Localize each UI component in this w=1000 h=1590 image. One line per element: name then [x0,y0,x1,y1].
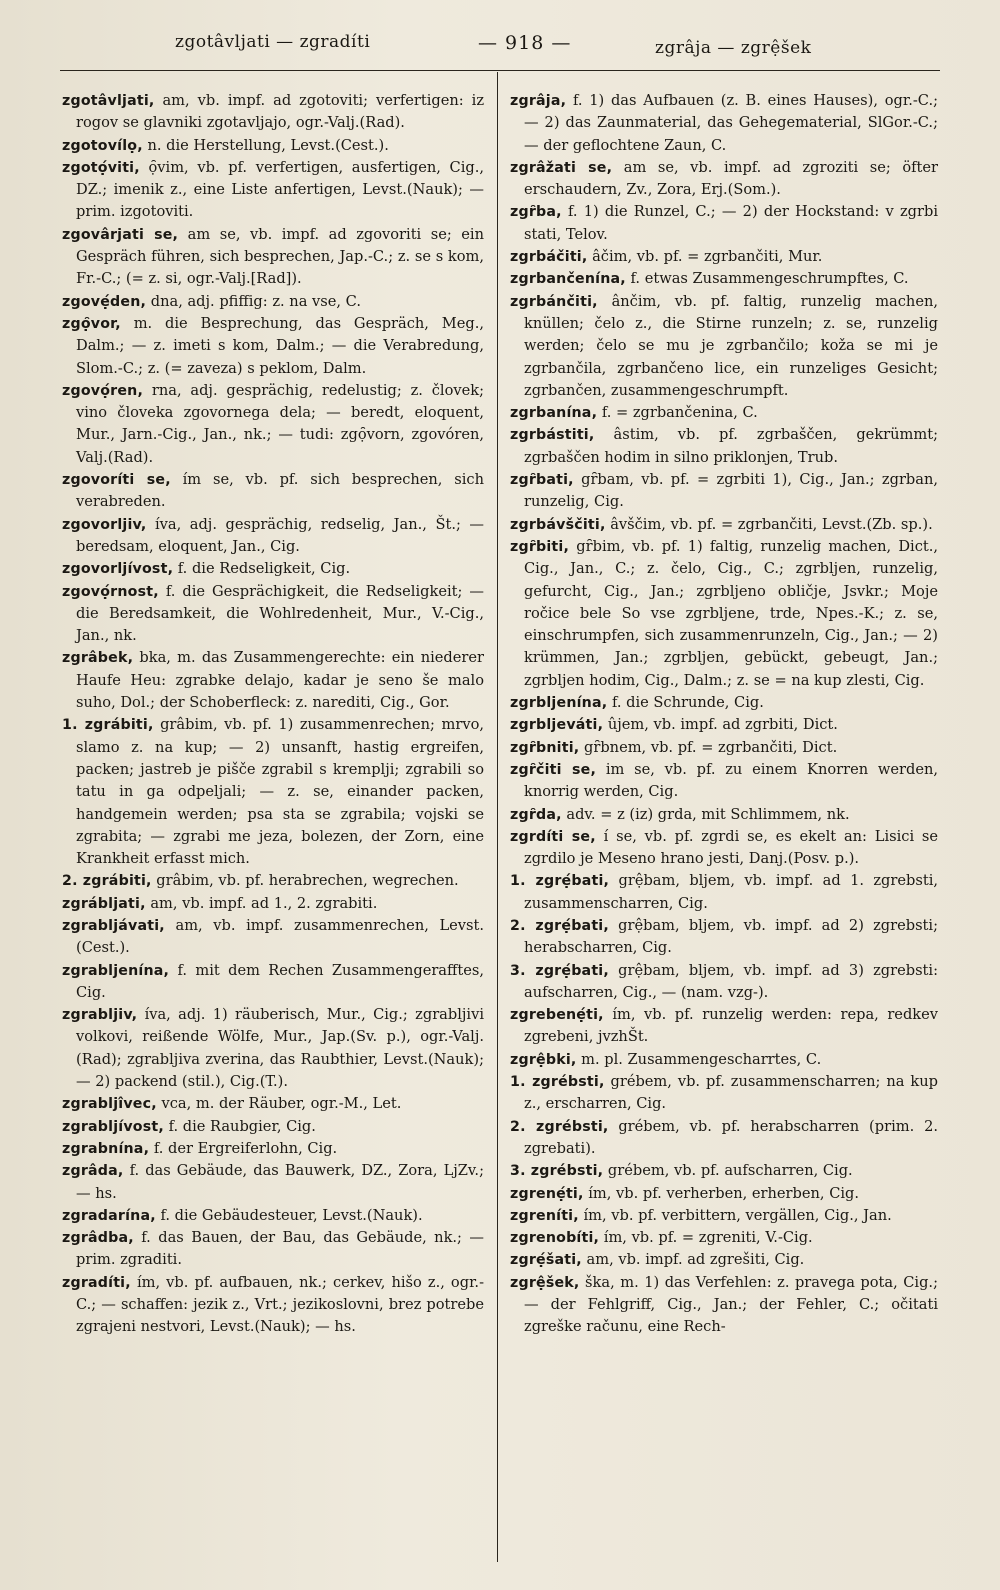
entry-definition: íva, adj. 1) räuberisch, Mur., Cig.; zgrabljivi volkovi, reißende Wölfe, Mur., Jap.(Sv. p.), ogr.-Valj.(Rad); zgrabljiva zverina, das Raubthier, Levst.(Nauk); — 2) packend (stil.), Cig.(T.). [76,1006,484,1091]
entry-headword: zgȓčiti se, [510,761,597,778]
dictionary-entry [62,558,484,580]
entry-definition: íva, adj. gesprächig, redselig, Jan., Št.; — beredsam, eloquent, Jan., Cig. [76,515,484,555]
entry-definition: adv. = z (iz) grda, mit Schlimmem, nk. [566,805,850,823]
entry-headword: zgovorljívost, [62,561,174,578]
dictionary-entry [510,692,938,714]
entry-definition: f. mit dem Rechen Zusammengerafftes, Cig. [76,961,484,1001]
entry-headword: zgrábljati, [62,895,146,912]
dictionary-entry [510,157,938,202]
dictionary-entry [510,1004,938,1049]
entry-headword: zgȓbniti, [510,739,580,756]
entry-definition: am se, vb. impf. ad zgroziti se; öfter erschaudern, Zv., Zora, Erj.(Som.). [524,158,938,199]
dictionary-entry [62,90,484,135]
entry-headword: zgrbljeváti, [510,717,604,734]
dictionary-entry [510,469,938,514]
entry-definition: f. der Ergreiferlohn, Cig. [153,1139,338,1157]
entry-definition: ûjem, vb. impf. ad zgrbiti, Dict. [607,716,838,734]
entry-definition: vca, m. der Räuber, ogr.-M., Let. [161,1095,402,1113]
dictionary-entry [510,291,938,402]
entry-headword: zgovârjati se, [62,226,179,243]
entry-definition: f. 1) die Runzel, C.; — 2) der Hockstand: v zgrbi stati, Telov. [524,203,938,243]
page-header [0,28,1000,64]
dictionary-entry [62,915,484,960]
entry-headword: zgrabljenína, [62,962,170,979]
entry-definition: ím, vb. pf. verbittern, vergällen, Cig., Jan. [583,1206,892,1224]
entry-definition: âstim, vb. pf. zgrbaščen, gekrümmt; zgrbaščen hodim in silno priklonjen, Trub. [524,426,938,466]
entry-definition: f. das Gebäude, das Bauwerk, DZ., Zora, LjZv.; — hs. [76,1162,484,1202]
entry-headword: zgȓbiti, [510,538,570,555]
entry-definition: n. die Herstellung, Levst.(Cest.). [147,136,389,154]
entry-definition: âčim, vb. pf. = zgrbančiti, Mur. [592,248,823,266]
left-column [62,90,484,1570]
entry-definition: bka, m. das Zusammengerechte: ein niederer Haufe Heu: zgrabke delajo, kadar je seno še malo suho, Dol.; der Schoberfleck: z. narediti, Cig., Gor. [76,649,484,712]
dictionary-entry [510,804,938,826]
entry-definition: grâbim, vb. pf. 1) zusammenrechen; mrvo, slamo z. na kup; — 2) unsanft, hastig ergreifen, packen; jastreb je pišče zgrabil s kremplji; zgrabili so tatu in ga odpeljali; — z. se, einander packen, handgemein werden; psa sta se zgrabila; vojski se zgrabita; — zgrabi me jeza, bolezen, der Zorn, eine Krankheit erfasst mich. [76,716,484,868]
dictionary-entry [62,1160,484,1205]
dictionary-entry [62,291,484,313]
dictionary-entry [510,960,938,1005]
entry-headword: zgrâdba, [62,1230,134,1247]
dictionary-entry [510,402,938,424]
right-column [510,90,938,1570]
entry-headword: zgrbanína, [510,405,598,422]
dictionary-entry [62,1116,484,1138]
entry-headword: zgrbástiti, [510,427,595,444]
entry-headword: zgrenẹ́ti, [510,1185,584,1202]
entry-headword: 1. zgrébsti, [510,1074,605,1091]
entry-definition: im se, vb. pf. zu einem Knorren werden, knorrig werden, Cig. [524,760,938,801]
entry-headword: 2. zgrábiti, [62,873,152,890]
entry-headword: zgotovílọ, [62,137,143,154]
entry-definition: grébem, vb. pf. zusammenscharren; na kup z., erscharren, Cig. [524,1073,938,1113]
entry-headword: zgovọ́rnost, [62,583,159,600]
entry-headword: zgrabljívost, [62,1118,164,1135]
entry-headword: zgrệšek, [510,1274,580,1291]
entry-headword: 3. zgrébsti, [510,1163,604,1180]
dictionary-entry [62,469,484,514]
dictionary-entry [62,135,484,157]
dictionary-entry [510,536,938,692]
entry-headword: zgrbančenína, [510,271,626,288]
entry-definition: grệbam, bljem, vb. impf. ad 3) zgrebsti: aufscharren, Cig., — (nam. vzg-). [524,961,938,1001]
entry-definition: m. die Besprechung, das Gespräch, Meg., Dalm.; — z. imeti s kom, Dalm.; — die Verabredung, Slom.-C.; z. (= zaveza) s peklom, Dalm. [76,314,484,377]
dictionary-entry [62,581,484,648]
dictionary-entry [510,1227,938,1249]
dictionary-entry [510,268,938,290]
entry-definition: ânčim, vb. pf. faltig, runzelig machen, knüllen; čelo z., die Stirne runzeln; z. se, runzelig werden; čelo se mu je zgrbančilo; koža se mi je zgrbančila, zgrbančeno lice, ein runzeliges Gesicht; zgrbančen, zusammengeschrumpft. [524,292,938,399]
page-number: — 918 — [478,32,572,54]
entry-definition: rna, adj. gesprächig, redelustig; z. človek; vino človeka zgovornega dela; — beredt, eloquent, Mur., Jarn.-Cig., Jan., nk.; — tudi: zgọ̑vorn, zgovóren, Valj.(Rad). [76,381,484,466]
dictionary-entry [510,201,938,246]
header-right-guide-words: zgrâja — zgrệšek [655,38,812,58]
dictionary-entry [62,893,484,915]
entry-headword: zgȓda, [510,806,562,823]
entry-headword: zgrebenẹ́ti, [510,1007,604,1024]
entry-definition: f. 1) das Aufbauen (z. B. eines Hauses), ogr.-C.; — 2) das Zaunmaterial, das Gehegematerial, SlGor.-C.; — der geflochtene Zaun, C. [524,92,938,154]
entry-headword: zgrabljávati, [62,917,165,934]
dictionary-entry [62,870,484,892]
dictionary-entry [62,647,484,714]
dictionary-entry [62,380,484,469]
entry-headword: zgreníti, [510,1207,579,1224]
entry-headword: zgovoríti se, [62,472,171,489]
entry-definition: am, vb. impf. zusammenrechen, Levst.(Cest.). [76,916,484,957]
entry-definition: f. die Raubgier, Cig. [168,1117,316,1135]
entry-headword: zgovọ́ren, [62,382,144,399]
dictionary-entry [510,1160,938,1182]
entry-definition: grệbam, bljem, vb. impf. ad 1. zgrebsti, zusammenscharren, Cig. [524,872,938,912]
entry-headword: zgȓbati, [510,472,574,489]
dictionary-entry [510,915,938,960]
entry-headword: zgrabljîvec, [62,1096,157,1113]
entry-definition: gȓbim, vb. pf. 1) faltig, runzelig machen, Dict., Cig., Jan., C.; z. čelo, Cig., C.; zgrbljen, runzelig, gefurcht, Cig., Jan.; zgrbljeno obličje, Jsvkr.; Moje ročice bele So vse zgrbljene, trde, Npes.-K.; z. se, einschrumpfen, sich zusammenrunzeln, Cig., Jan.; — 2) krümmen, Jan.; zgrbljen, gebückt, gebeugt, Jan.; zgrbljen hodim, Cig., Dalm.; z. se = na kup zlesti, Cig. [524,537,938,689]
entry-definition: ím, vb. pf. = zgreniti, V.-Cig. [603,1229,813,1247]
entry-headword: zgrabljiv, [62,1007,138,1024]
dictionary-entry [510,1071,938,1116]
entry-definition: ím, vb. pf. verherben, erherben, Cig. [588,1184,860,1202]
entry-definition: ím se, vb. pf. sich besprechen, sich verabreden. [76,471,484,511]
dictionary-entry [510,1116,938,1161]
dictionary-entry [62,1093,484,1115]
header-rule [60,70,940,71]
dictionary-entry [62,960,484,1005]
entry-definition: f. etwas Zusammengeschrumpftes, C. [630,270,909,288]
entry-headword: zgọ̑vor, [62,315,121,332]
entry-headword: zgotọ́viti, [62,159,140,176]
entry-definition: grâbim, vb. pf. herabrechen, wegrechen. [156,872,459,890]
entry-headword: zgrâda, [62,1163,124,1180]
dictionary-entry [62,313,484,380]
entry-headword: zgovorljiv, [62,516,147,533]
entry-definition: am, vb. impf. ad 1., 2. zgrabiti. [150,894,378,912]
entry-headword: zgrbánčiti, [510,293,598,310]
entry-headword: 2. zgrébsti, [510,1118,609,1135]
entry-headword: zgrâja, [510,93,567,109]
dictionary-entry [510,737,938,759]
entry-headword: zgovẹ́den, [62,293,147,310]
entry-headword: zgrbávščiti, [510,516,606,533]
entry-definition: ím, vb. pf. aufbauen, nk.; cerkev, hišo z., ogr.-C.; — schaffen: jezik z., Vrt.; jezikoslovni, brez potrebe zgrajeni nestvori, Levst.(Nauk); — hs. [76,1273,484,1336]
dictionary-entry [62,1138,484,1160]
entry-headword: zgrdíti se, [510,828,596,845]
dictionary-entry [62,1272,484,1339]
dictionary-entry [510,1272,938,1339]
entry-headword: zgrâžati se, [510,159,613,176]
entry-headword: zgrenobíti, [510,1230,600,1247]
entry-definition: f. die Schrunde, Cig. [611,694,764,712]
entry-headword: zgrâbek, [62,650,134,667]
dictionary-entry [510,424,938,469]
dictionary-entry [62,514,484,559]
entry-headword: zgrabnína, [62,1140,150,1157]
entry-headword: zgrẹ́šati, [510,1252,582,1269]
column-divider [497,72,498,1562]
entry-headword: 1. zgrábiti, [62,717,154,734]
entry-headword: zgȓba, [510,204,562,221]
entry-headword: 3. zgrẹ́bati, [510,962,609,979]
dictionary-entry [510,514,938,536]
dictionary-entry [62,1004,484,1093]
dictionary-entry [510,1183,938,1205]
entry-headword: zgotâvljati, [62,93,155,109]
dictionary-entry [62,1227,484,1272]
entry-definition: m. pl. Zusammengescharrtes, C. [581,1050,822,1068]
entry-definition: am, vb. impf. ad zgrešiti, Cig. [586,1251,805,1269]
dictionary-entry [510,1205,938,1227]
entry-headword: 2. zgrẹ́bati, [510,917,609,934]
entry-definition: f. die Redseligkeit, Cig. [177,560,351,578]
dictionary-entry [62,224,484,291]
entry-headword: zgradíti, [62,1274,131,1291]
entry-headword: zgrbljenína, [510,695,608,712]
entry-definition: gȓbam, vb. pf. = zgrbiti 1), Cig., Jan.; zgrban, runzelig, Cig. [524,471,938,511]
entry-definition: f. das Bauen, der Bau, das Gebäude, nk.; — prim. zgraditi. [76,1229,484,1269]
entry-headword: 1. zgrẹ́bati, [510,873,610,890]
dictionary-entry [62,157,484,224]
entry-definition: dna, adj. pfiffig: z. na vse, C. [150,292,361,310]
entry-definition: gȓbnem, vb. pf. = zgrbančiti, Dict. [584,738,838,756]
dictionary-entry [510,870,938,915]
dictionary-entry [62,714,484,870]
dictionary-entry [510,714,938,736]
entry-definition: f. = zgrbančenina, C. [601,404,758,422]
entry-definition: am, vb. impf. ad zgotoviti; verfertigen: iz rogov se glavniki zgotavljajo, ogr.-Valj.(Rad). [76,92,484,132]
dictionary-entry [510,90,938,157]
entry-definition: grébem, vb. pf. herabscharren (prim. 2. zgrebati). [524,1117,938,1157]
entry-definition: ọ̑vim, vb. pf. verfertigen, ausfertigen, Cig., DZ.; imenik z., eine Liste anfertigen, Levst.(Nauk); — prim. izgotoviti. [76,158,484,221]
entry-definition: âvščim, vb. pf. = zgrbančiti, Levst.(Zb. sp.). [610,515,933,533]
entry-headword: zgrệbki, [510,1051,577,1068]
entry-definition: f. die Gebäudesteuer, Levst.(Nauk). [160,1206,423,1224]
entry-definition: grệbam, bljem, vb. impf. ad 2) zgrebsti; herabscharren, Cig. [524,916,938,957]
entry-definition: í se, vb. pf. zgrdi se, es ekelt an: Lisici se zgrdilo je Meseno hrano jesti, Danj.(Posv. p.). [524,827,938,868]
entry-definition: am se, vb. impf. ad zgovoriti se; ein Gespräch führen, sich besprechen, Jap.-C.; z. se s kom, Fr.-C.; (= z. si, ogr.-Valj.[Rad]). [76,225,484,288]
entry-definition: ška, m. 1) das Verfehlen: z. pravega pota, Cig.; — der Fehlgriff, Cig., Jan.; der Fehler, C.; očitati zgreške računu, eine Rech- [524,1273,938,1336]
entry-definition: f. die Gesprächigkeit, die Redseligkeit; — die Beredsamkeit, die Wohlredenheit, Mur., V.-Cig., Jan., nk. [76,582,484,645]
dictionary-entry [510,1249,938,1271]
dictionary-entry [62,1205,484,1227]
dictionary-entry [510,759,938,804]
dictionary-entry [510,1049,938,1071]
dictionary-entry [510,246,938,268]
entry-definition: ím, vb. pf. runzelig werden: repa, redkev zgrebeni, jvzhŠt. [524,1006,938,1046]
entry-headword: zgradarína, [62,1207,156,1224]
header-left-guide-words: zgotâvljati — zgradíti [175,32,371,52]
entry-definition: grébem, vb. pf. aufscharren, Cig. [607,1162,853,1180]
dictionary-entry [510,826,938,871]
entry-headword: zgrbáčiti, [510,249,588,266]
